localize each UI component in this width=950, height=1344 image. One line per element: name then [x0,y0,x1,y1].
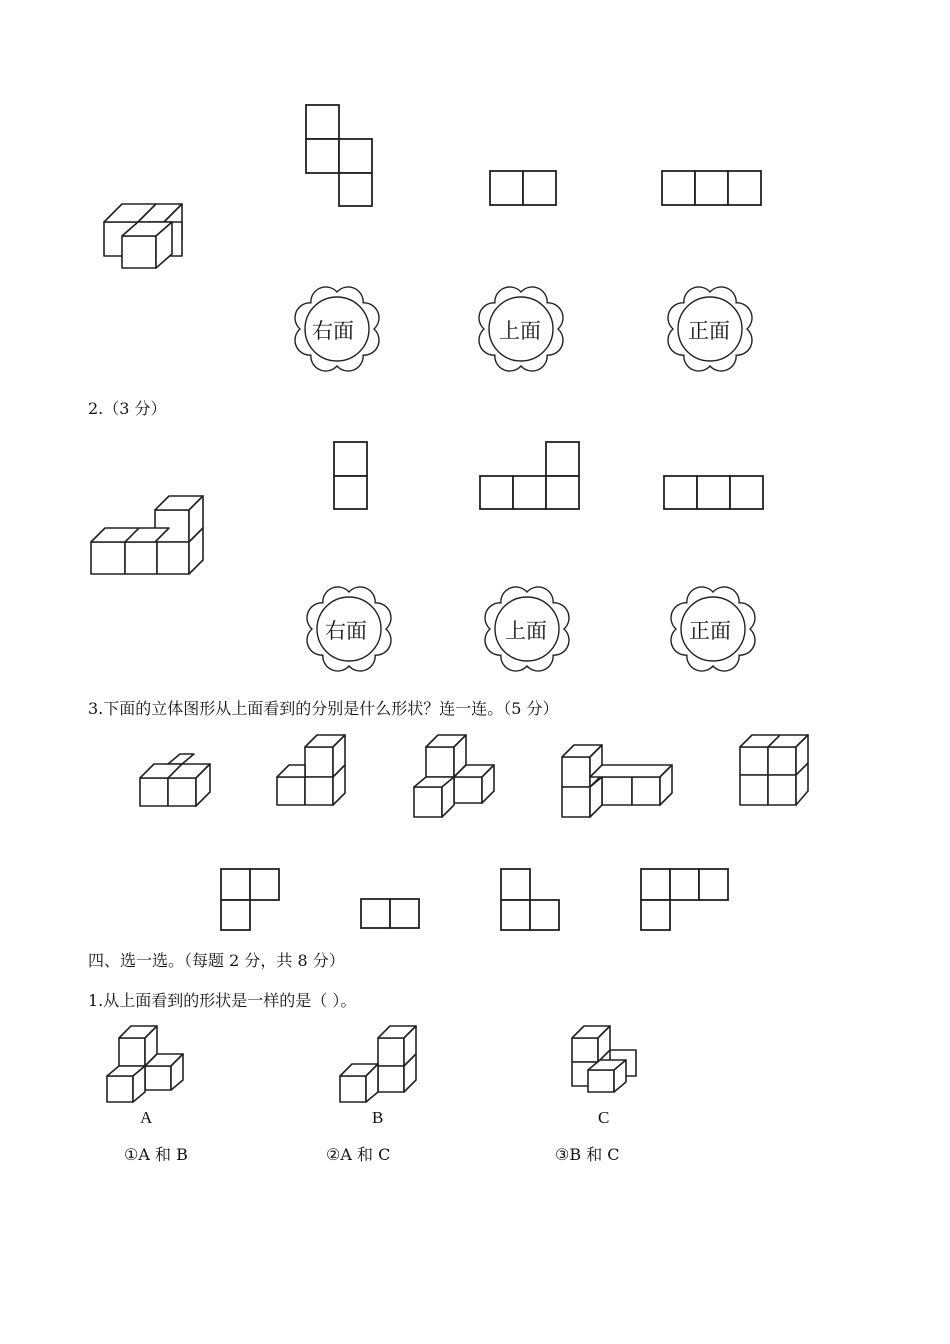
q2-solid-figure [89,494,209,578]
figure-label-b: B [372,1108,384,1127]
q2-flower-top [478,582,576,676]
q3-view-c [500,868,562,932]
q3-solid-2 [275,733,355,809]
question-four-1-text: 1.从上面看到的形状是一样的是（ ）。 [88,991,357,1010]
option-2[interactable]: ②A 和 C [326,1145,391,1164]
flower-label: 上面 [499,319,541,343]
q3-solid-1 [138,752,218,812]
flower-label: 右面 [325,619,367,643]
q2-flower-front [664,582,762,676]
q1-flower-front [661,282,759,376]
q3-solid-4 [560,743,676,819]
q1-flower-top [472,282,570,376]
figure-label-c: C [598,1108,610,1127]
q1-view-b [489,170,559,206]
q1-solid-figure [100,190,200,270]
section-four-title: 四、选一选。（每题 2 分，共 8 分） [88,951,345,970]
q3-view-a [220,868,282,932]
flower-label: 右面 [312,319,354,343]
flower-label: 正面 [689,619,731,643]
q2-view-c [663,475,765,511]
q3-label: 3.下面的立体图形从上面看到的分别是什么形状？连一连。（5 分） [88,699,559,718]
option-1[interactable]: ①A 和 B [124,1145,188,1164]
flower-label: 上面 [505,619,547,643]
q2-label: 2.（3 分） [88,399,167,418]
flower-label: 正面 [688,319,730,343]
q4-figure-c [570,1022,644,1092]
q4-figure-a [105,1022,189,1106]
figure-label-a: A [140,1108,153,1127]
q2-view-a [333,441,369,511]
q3-solid-3 [412,733,502,819]
q1-view-c [661,170,763,206]
q4-figure-b [338,1022,422,1106]
q2-view-b [479,441,581,511]
q3-view-b [360,898,422,930]
q3-solid-5 [738,733,814,809]
q1-view-a [305,104,375,208]
q3-view-d [640,868,732,932]
q2-flower-right [300,582,398,676]
option-3[interactable]: ③B 和 C [555,1145,620,1164]
q1-flower-right [288,282,386,376]
